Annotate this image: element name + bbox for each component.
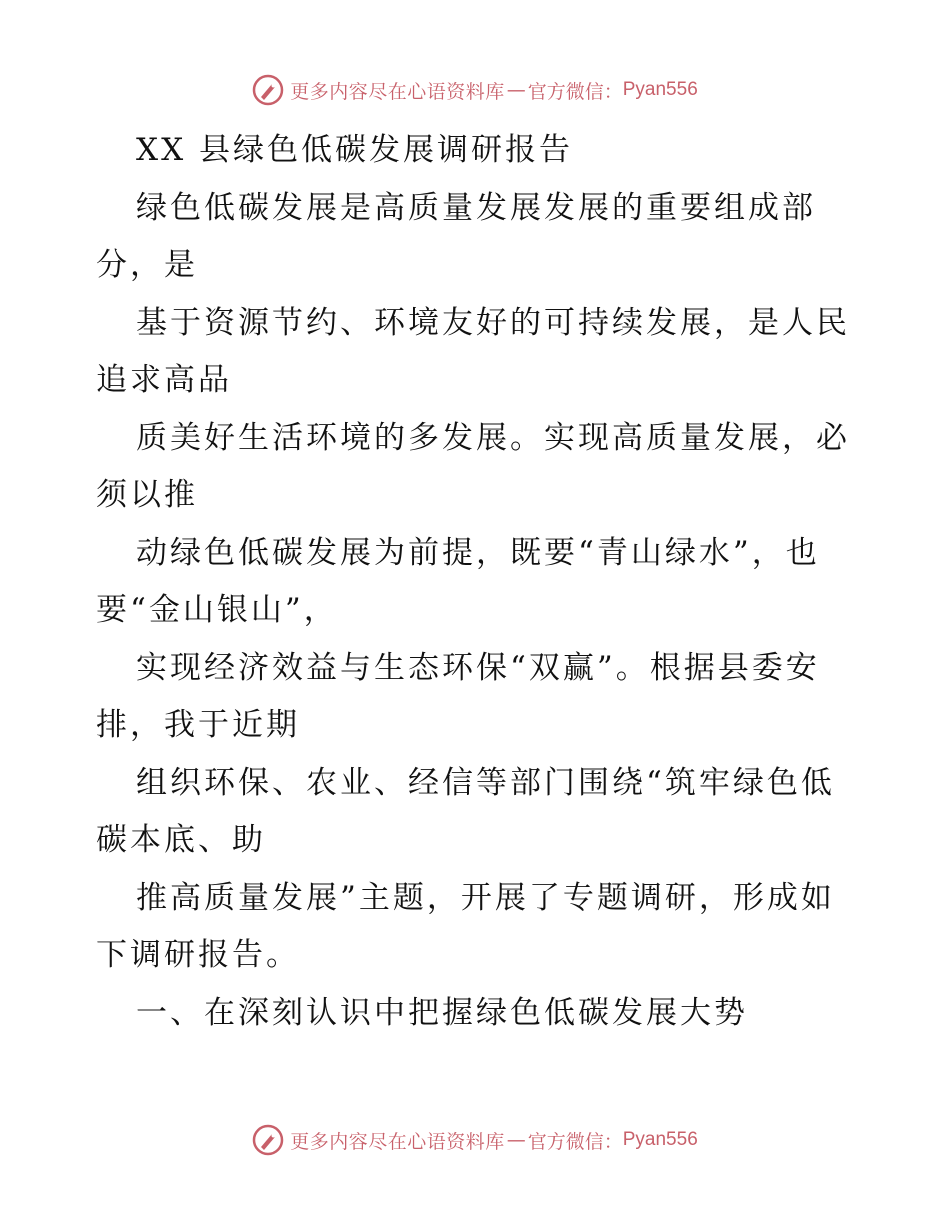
text-line: 排，我于近期	[96, 707, 300, 743]
text-line: 须以推	[96, 477, 198, 513]
watermark-header	[0, 70, 950, 110]
watermark-id: Pyan556	[622, 1129, 698, 1150]
text-line: 组织环保、农业、经信等部门围绕“筑牢绿色低	[136, 764, 835, 801]
text-line: 下调研报告。	[96, 937, 300, 973]
text-line: 追求高品	[96, 362, 232, 398]
watermark-brand: 更多内容尽在心语资料库	[290, 80, 505, 103]
text-line: 动绿色低碳发展为前提，既要“青山绿水”，也	[136, 534, 820, 571]
document-body	[96, 122, 856, 1042]
watermark-footer	[0, 1120, 950, 1160]
text-line: 质美好生活环境的多发展。实现高质量发展，必	[136, 419, 850, 456]
pen-logo-icon	[252, 1124, 284, 1156]
text-line: 碳本底、助	[96, 822, 266, 858]
text-line: 实现经济效益与生态环保“双赢”。根据县委安	[136, 649, 820, 686]
text-line: 绿色低碳发展是高质量发展发展的重要组成部	[136, 189, 816, 226]
watermark-dash: —	[506, 79, 526, 101]
watermark-dash: —	[506, 1129, 526, 1151]
text-line: 要“金山银山”，	[96, 592, 338, 628]
watermark-id: Pyan556	[622, 79, 698, 100]
watermark-label: 官方微信：	[527, 80, 623, 103]
document-title: XX 县绿色低碳发展调研报告	[136, 132, 573, 168]
watermark-label: 官方微信：	[527, 1130, 623, 1153]
section-heading: 一、在深刻认识中把握绿色低碳发展大势	[136, 994, 748, 1031]
text-line: 推高质量发展”主题，开展了专题调研，形成如	[136, 879, 835, 916]
pen-logo-icon	[252, 74, 284, 106]
watermark-brand: 更多内容尽在心语资料库	[290, 1130, 505, 1153]
text-line: 分，是	[96, 247, 198, 283]
text-line: 基于资源节约、环境友好的可持续发展，是人民	[136, 304, 850, 341]
